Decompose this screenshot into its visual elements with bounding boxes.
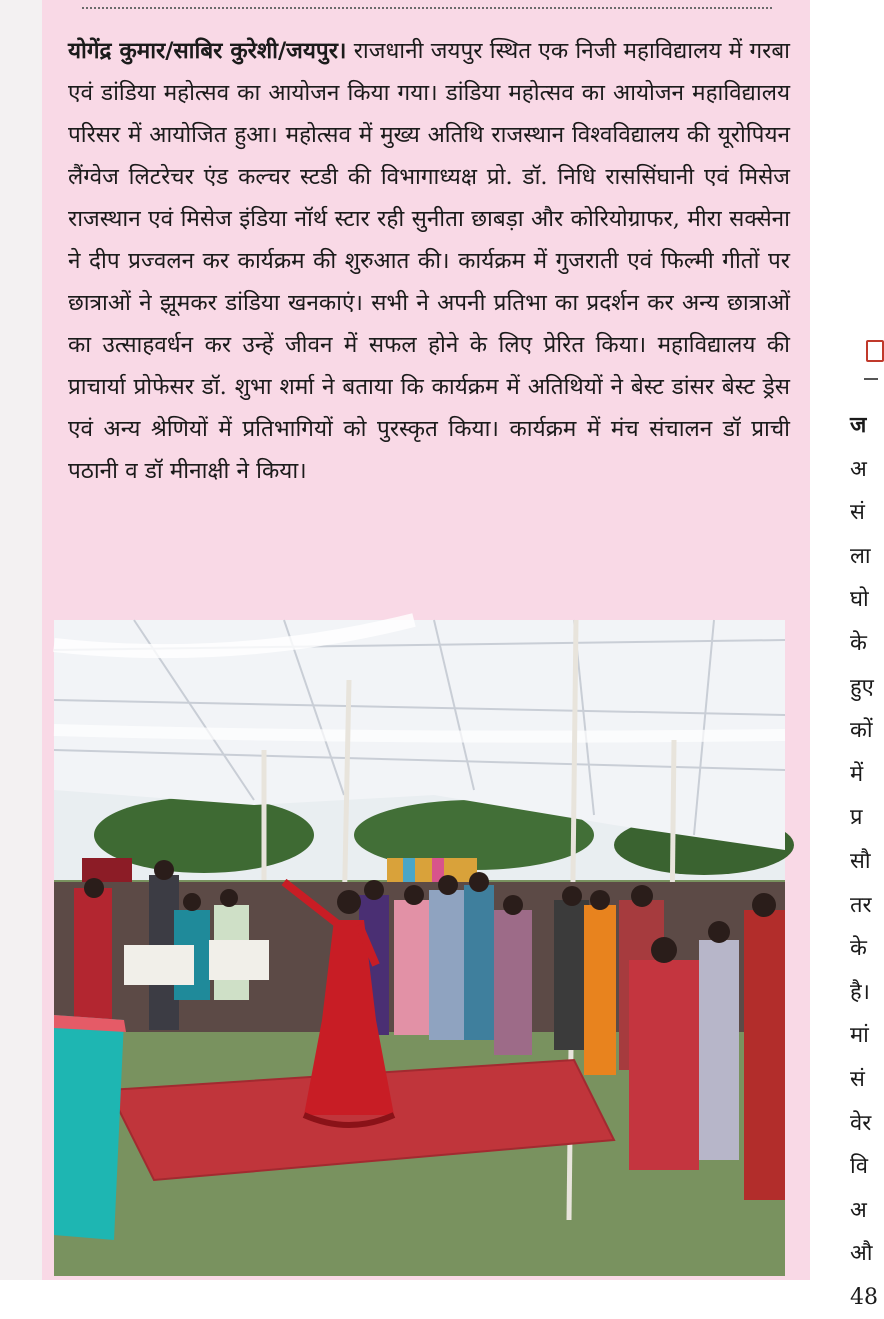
text-fragment: में xyxy=(850,761,864,787)
text-fragment: 48 xyxy=(850,1284,878,1310)
text-fragment: वि xyxy=(850,1154,868,1180)
text-fragment: मां xyxy=(850,1023,869,1049)
text-fragment: हुए xyxy=(850,674,874,700)
article-text xyxy=(68,30,790,492)
text-fragment: औ xyxy=(850,1241,873,1267)
clipping-corner-icon xyxy=(866,340,884,362)
article-byline: योगेंद्र कुमार/साबिर कुरेशी/जयपुर। xyxy=(68,38,347,64)
text-fragment: प्र xyxy=(850,805,863,831)
text-fragment: ज xyxy=(850,412,867,438)
adjacent-article-column xyxy=(810,0,878,1310)
text-fragment: तर xyxy=(850,892,872,918)
column-rule xyxy=(864,378,878,380)
page-left-margin xyxy=(0,0,42,1280)
text-fragment: के xyxy=(850,936,867,962)
text-fragment: अ xyxy=(850,1197,867,1223)
dandiya-event-photo xyxy=(54,620,785,1276)
text-fragment: के xyxy=(850,630,867,656)
text-fragment: ला xyxy=(850,543,871,569)
text-fragment: अ xyxy=(850,456,867,482)
adjacent-text-fragments xyxy=(850,404,878,1319)
text-fragment: है। xyxy=(850,979,871,1005)
event-photo xyxy=(54,620,785,1276)
dotted-divider xyxy=(82,7,772,9)
text-fragment: वेर xyxy=(850,1110,872,1136)
text-fragment: सौ xyxy=(850,848,871,874)
text-fragment: घो xyxy=(850,587,869,613)
text-fragment: सं xyxy=(850,1066,865,1092)
text-fragment: कों xyxy=(850,718,873,744)
text-fragment: सं xyxy=(850,500,865,526)
article-body: राजधानी जयपुर स्थित एक निजी महाविद्यालय में गरबा एवं डांडिया महोत्सव का आयोजन किया गया। डांडिया महोत्सव का आयोजन महाविद्यालय परिसर में आयोजित हुआ। महोत्सव में मुख्य अतिथि राजस्थान विश्वविद्यालय की यूरोपियन लैंग्वेज लिटरेचर एंड कल्चर स्टडी की विभागाध्यक्ष प्रो. डॉ. निधि राससिंघानी एवं मिसेज राजस्थान एवं मिसेज इंडिया नॉर्थ स्टार रही सुनीता छाबड़ा और कोरियोग्राफर, मीरा सक्सेना ने दीप प्रज्वलन कर कार्यक्रम की शुरुआत की। कार्यक्रम में गुजराती एवं फिल्मी गीतों पर छात्राओं ने झूमकर डांडिया खनकाएं। सभी ने अपनी प्रतिभा का प्रदर्शन कर अन्य छात्राओं का उत्साहवर्धन कर उन्हें जीवन में सफल होने के लिए प्रेरित किया। महाविद्यालय की प्राचार्या प्रोफेसर डॉ. शुभा शर्मा ने बताया कि कार्यक्रम में अतिथियों ने बेस्ट डांसर बेस्ट ड्रेस एवं अन्य श्रेणियों में प्रतिभागियों को पुरस्कृत किया। कार्यक्रम में मंच संचालन डॉ प्राची पठानी व डॉ मीनाक्षी ने किया। xyxy=(68,38,791,484)
news-clipping xyxy=(42,0,810,1280)
